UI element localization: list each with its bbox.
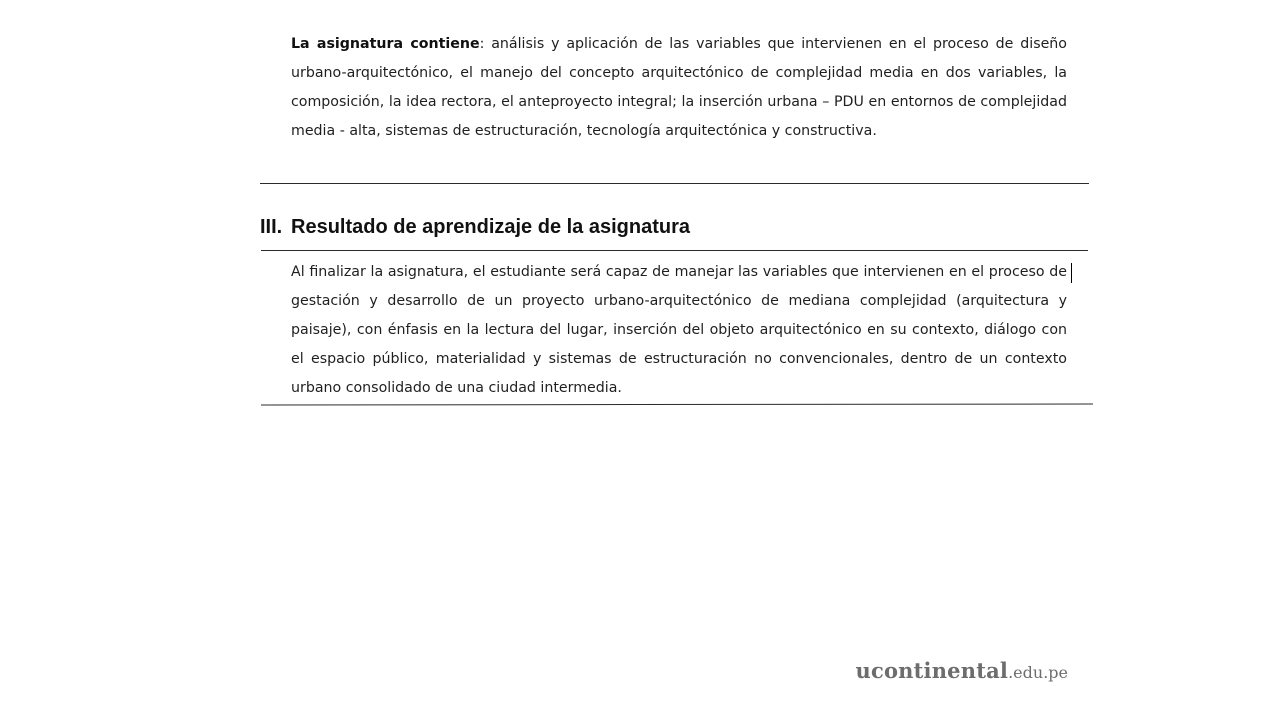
brand-domain: .edu.pe	[1008, 663, 1068, 682]
section-iii-heading	[260, 214, 690, 240]
footer-logo	[856, 658, 1069, 683]
divider-line	[261, 403, 1093, 405]
subject-content-text: : análisis y aplicación de las variables que intervienen en el proceso de diseño urbano-arquitectónico, el manejo del concepto arquitectónico de complejidad media en dos variables, la composición, la idea rectora, el anteproyecto integral; la inserción urbana – PDU en entornos de complejidad media - alta, sistemas de estructuración, tecnología arquitectónica y constructiva.	[291, 36, 1067, 139]
divider-line	[260, 183, 1089, 184]
section-number: III.	[260, 216, 283, 238]
section-title: Resultado de aprendizaje de la asignatura	[291, 216, 691, 238]
brand-name: ucontinental	[855, 658, 1009, 683]
text-cursor	[1071, 263, 1072, 283]
subject-content-paragraph	[291, 30, 1067, 146]
subject-content-label: La asignatura contiene	[291, 36, 480, 52]
divider-line	[261, 250, 1088, 251]
learning-outcome-paragraph[interactable]: Al finalizar la asignatura, el estudiante será capaz de manejar las variables que intervienen en el proceso de gestación y desarrollo de un proyecto urbano-arquitectónico de mediana complejidad (arquitectura y paisaje), con énfasis en la lectura del lugar, inserción del objeto arquitectónico en su contexto, diálogo con el espacio público, materialidad y sistemas de estructuración no convencionales, dentro de un contexto urbano consolidado de una ciudad intermedia.	[291, 264, 1067, 396]
